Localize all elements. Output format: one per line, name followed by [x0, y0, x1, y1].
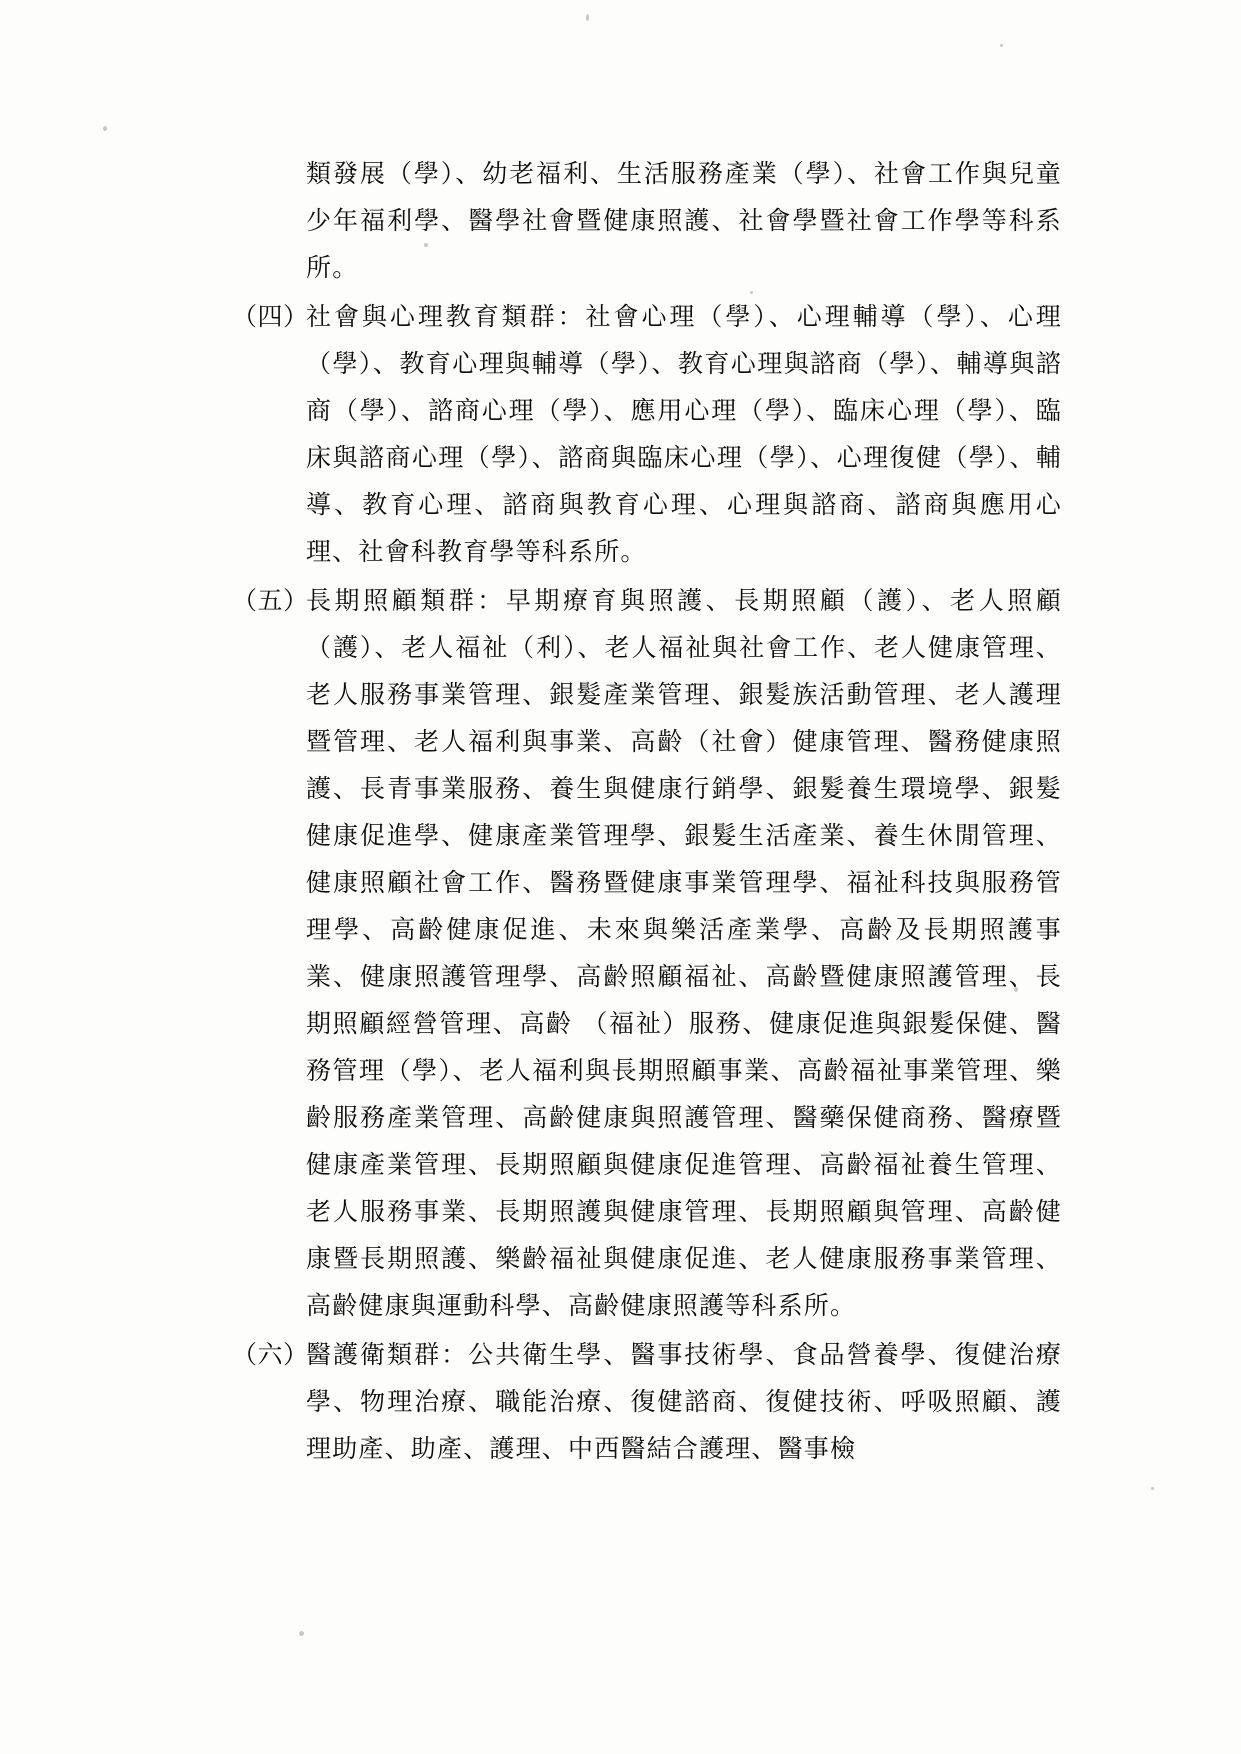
- paragraph-text: 長期照顧類群：早期療育與照護、長期照顧（護）、老人照顧（護）、老人福祉（利）、老人福祉與社會工作、老人健康管理、老人服務事業管理、銀髮產業管理、銀髮族活動管理、老人護理暨管理、老人福利與事業、高齡（社會）健康管理、醫務健康照護、長青事業服務、養生與健康行銷學、銀髮養生環境學、銀髮健康促進學、健康產業管理學、銀髮生活產業、養生休閒管理、健康照顧社會工作、醫務暨健康事業管理學、福祉科技與服務管理學、高齡健康促進、未來與樂活產業學、高齡及長期照護事業、健康照護管理學、高齡照顧福祉、高齡暨健康照護管理、長期照顧經營管理、高齡 （福祉）服務、健康促進與銀髮保健、醫務管理（學）、老人福利與長期照顧事業、高齡福祉事業管理、樂齡服務產業管理、高齡健康與照護管理、醫藥保健商務、醫療暨健康產業管理、長期照顧與健康促進管理、高齡福祉養生管理、老人服務事業、長期照護與健康管理、長期照顧與管理、高齡健康暨長期照護、樂齡福祉與健康促進、老人健康服務事業管理、高齡健康與運動科學、高齡健康照護等科系所。: [306, 586, 1062, 1320]
- scan-speck: [103, 126, 107, 131]
- paragraph-marker: （四）: [232, 302, 309, 331]
- paragraph-marker: （五）: [232, 586, 309, 615]
- paragraph-text: 類發展（學）、幼老福利、生活服務產業（學）、社會工作與兒童少年福利學、醫學社會暨健康照護、社會學暨社會工作學等科系所。: [306, 159, 1062, 282]
- paragraph-marker: （六）: [232, 1340, 309, 1369]
- paragraph-continuation: [232, 150, 1062, 291]
- paragraph-text: 社會與心理教育類群：社會心理（學）、心理輔導（學）、心理（學）、教育心理與輔導（學）、教育心理與諮商（學）、輔導與諮商（學）、諮商心理（學）、應用心理（學）、臨床心理（學）、臨床與諮商心理（學）、諮商與臨床心理（學）、心理復健（學）、輔導、教育心理、諮商與教育心理、心理與諮商、諮商與應用心理、社會科教育學等科系所。: [306, 302, 1062, 566]
- scan-speck: [586, 14, 589, 21]
- paragraph-text: 醫護衛類群：公共衛生學、醫事技術學、食品營養學、復健治療學、物理治療、職能治療、復健諮商、復健技術、呼吸照顧、護理助產、助產、護理、中西醫結合護理、醫事檢: [306, 1340, 1062, 1463]
- paragraph-item-6: [232, 1331, 1062, 1472]
- paragraph-item-4: [232, 293, 1062, 575]
- scan-speck: [1151, 1487, 1154, 1490]
- document-body: [232, 150, 1062, 1474]
- scan-speck: [299, 1631, 304, 1636]
- paragraph-item-5: [232, 577, 1062, 1329]
- scan-speck: [1000, 44, 1003, 47]
